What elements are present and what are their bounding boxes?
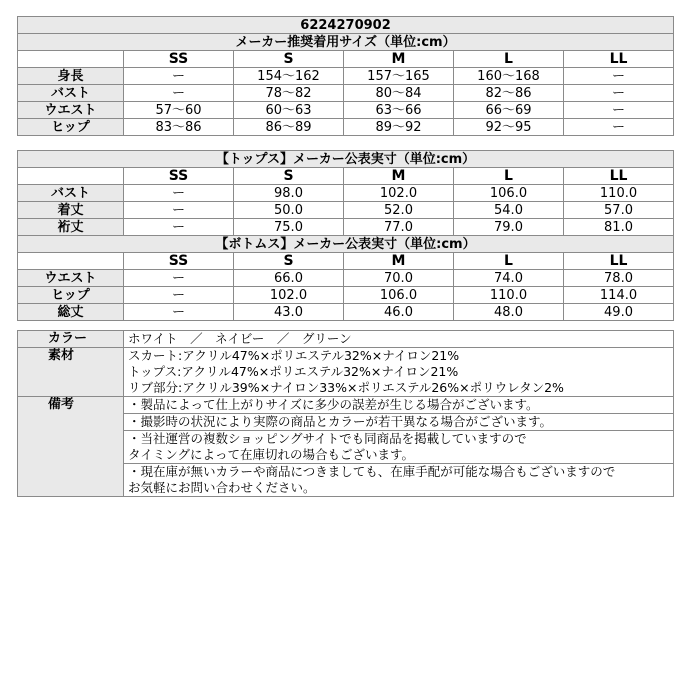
size-header-row bbox=[18, 168, 674, 185]
note-line: お気軽にお問い合わせください。 bbox=[128, 480, 316, 495]
size-header: SS bbox=[124, 51, 234, 68]
corner-cell bbox=[18, 168, 124, 185]
table-cell: 82〜86 bbox=[454, 85, 564, 102]
size-header-row bbox=[18, 253, 674, 270]
size-header: M bbox=[344, 168, 454, 185]
size-header: L bbox=[454, 51, 564, 68]
note-line: ・撮影時の状況により実際の商品とカラーが若干異なる場合がございます。 bbox=[128, 414, 553, 429]
table-cell: 110.0 bbox=[454, 287, 564, 304]
row-label: ウエスト bbox=[18, 270, 124, 287]
table-cell: ー bbox=[124, 202, 234, 219]
note bbox=[124, 464, 674, 497]
size-table-title: メーカー推奨着用サイズ（単位:cm） bbox=[18, 34, 674, 51]
row-label: 着丈 bbox=[18, 202, 124, 219]
material-line: スカート:アクリル47%×ポリエステル32%×ナイロン21% bbox=[128, 348, 460, 363]
table-cell: 74.0 bbox=[454, 270, 564, 287]
table-row bbox=[18, 102, 674, 119]
table-row bbox=[18, 119, 674, 136]
note-line: タイミングによって在庫切れの場合もございます。 bbox=[128, 447, 415, 462]
table-cell: 80〜84 bbox=[344, 85, 454, 102]
table-cell: 157〜165 bbox=[344, 68, 454, 85]
table-cell: ー bbox=[124, 287, 234, 304]
table-cell: 86〜89 bbox=[234, 119, 344, 136]
size-header: S bbox=[234, 253, 344, 270]
table-row bbox=[18, 219, 674, 236]
table-cell: 102.0 bbox=[344, 185, 454, 202]
table-cell: 110.0 bbox=[564, 185, 674, 202]
table-cell: 57.0 bbox=[564, 202, 674, 219]
table-cell: 154〜162 bbox=[234, 68, 344, 85]
color-value: ホワイト ／ ネイビー ／ グリーン bbox=[124, 331, 674, 348]
size-header: LL bbox=[564, 253, 674, 270]
size-header: S bbox=[234, 51, 344, 68]
color-row bbox=[18, 331, 674, 348]
size-header: S bbox=[234, 168, 344, 185]
size-header: SS bbox=[124, 253, 234, 270]
table-cell: ー bbox=[564, 85, 674, 102]
size-header: LL bbox=[564, 51, 674, 68]
table-cell: ー bbox=[124, 219, 234, 236]
table-cell: ー bbox=[124, 185, 234, 202]
material-line: トップス:アクリル47%×ポリエステル32%×ナイロン21% bbox=[128, 364, 459, 379]
notes-label: 備考 bbox=[18, 397, 124, 497]
note-line: ・製品によって仕上がりサイズに多少の誤差が生じる場合がございます。 bbox=[128, 397, 539, 412]
row-label: 身長 bbox=[18, 68, 124, 85]
size-header: M bbox=[344, 51, 454, 68]
color-label: カラー bbox=[18, 331, 124, 348]
product-info-table bbox=[17, 330, 674, 497]
table-cell: 77.0 bbox=[344, 219, 454, 236]
table-cell: 92〜95 bbox=[454, 119, 564, 136]
table-cell: ー bbox=[564, 119, 674, 136]
table-row bbox=[18, 85, 674, 102]
material-line: リブ部分:アクリル39%×ナイロン33%×ポリエステル26%×ポリウレタン2% bbox=[128, 380, 564, 395]
table-cell: ー bbox=[564, 102, 674, 119]
note-line: ・現在庫が無いカラーや商品につきましても、在庫手配が可能な場合もございますので bbox=[128, 464, 616, 479]
table-cell: 57〜60 bbox=[124, 102, 234, 119]
row-label: バスト bbox=[18, 85, 124, 102]
table-cell: 106.0 bbox=[454, 185, 564, 202]
bottoms-title: 【ボトムス】メーカー公表実寸（単位:cm） bbox=[18, 236, 674, 253]
row-label: ヒップ bbox=[18, 287, 124, 304]
size-header: L bbox=[454, 168, 564, 185]
table-cell: ー bbox=[124, 85, 234, 102]
table-cell: 160〜168 bbox=[454, 68, 564, 85]
row-label: 裄丈 bbox=[18, 219, 124, 236]
material-row bbox=[18, 348, 674, 397]
recommended-size-table bbox=[17, 16, 674, 136]
table-cell: 81.0 bbox=[564, 219, 674, 236]
table-cell: 43.0 bbox=[234, 304, 344, 321]
table-cell: 98.0 bbox=[234, 185, 344, 202]
table-cell: 89〜92 bbox=[344, 119, 454, 136]
note bbox=[124, 414, 674, 431]
size-header: M bbox=[344, 253, 454, 270]
size-header-row bbox=[18, 51, 674, 68]
table-row bbox=[18, 202, 674, 219]
table-cell: 52.0 bbox=[344, 202, 454, 219]
size-header: SS bbox=[124, 168, 234, 185]
table-cell: 63〜66 bbox=[344, 102, 454, 119]
table-cell: 50.0 bbox=[234, 202, 344, 219]
table-cell: ー bbox=[124, 68, 234, 85]
corner-cell bbox=[18, 51, 124, 68]
material-value bbox=[124, 348, 674, 397]
table-cell: 54.0 bbox=[454, 202, 564, 219]
table-cell: ー bbox=[124, 304, 234, 321]
table-cell: 79.0 bbox=[454, 219, 564, 236]
table-cell: 46.0 bbox=[344, 304, 454, 321]
table-cell: 60〜63 bbox=[234, 102, 344, 119]
row-label: 総丈 bbox=[18, 304, 124, 321]
row-label: ヒップ bbox=[18, 119, 124, 136]
table-cell: 48.0 bbox=[454, 304, 564, 321]
table-cell: 102.0 bbox=[234, 287, 344, 304]
table-cell: 114.0 bbox=[564, 287, 674, 304]
table-cell: 78.0 bbox=[564, 270, 674, 287]
table-cell: 106.0 bbox=[344, 287, 454, 304]
table-row bbox=[18, 68, 674, 85]
row-label: ウエスト bbox=[18, 102, 124, 119]
corner-cell bbox=[18, 253, 124, 270]
note bbox=[124, 431, 674, 464]
material-label: 素材 bbox=[18, 348, 124, 397]
note-line: ・当社運営の複数ショッピングサイトでも同商品を掲載していますので bbox=[128, 431, 527, 446]
size-header: LL bbox=[564, 168, 674, 185]
row-label: バスト bbox=[18, 185, 124, 202]
table-cell: 66〜69 bbox=[454, 102, 564, 119]
table-cell: 66.0 bbox=[234, 270, 344, 287]
table-cell: ー bbox=[564, 68, 674, 85]
tops-title: 【トップス】メーカー公表実寸（単位:cm） bbox=[18, 151, 674, 168]
measurement-table bbox=[17, 150, 674, 321]
note bbox=[124, 397, 674, 414]
note-row bbox=[18, 397, 674, 414]
table-row bbox=[18, 287, 674, 304]
table-row bbox=[18, 270, 674, 287]
table-cell: 83〜86 bbox=[124, 119, 234, 136]
size-header: L bbox=[454, 253, 564, 270]
table-row bbox=[18, 185, 674, 202]
table-cell: ー bbox=[124, 270, 234, 287]
product-code: 6224270902 bbox=[18, 17, 674, 34]
table-row bbox=[18, 304, 674, 321]
table-cell: 49.0 bbox=[564, 304, 674, 321]
table-cell: 70.0 bbox=[344, 270, 454, 287]
table-cell: 75.0 bbox=[234, 219, 344, 236]
table-cell: 78〜82 bbox=[234, 85, 344, 102]
